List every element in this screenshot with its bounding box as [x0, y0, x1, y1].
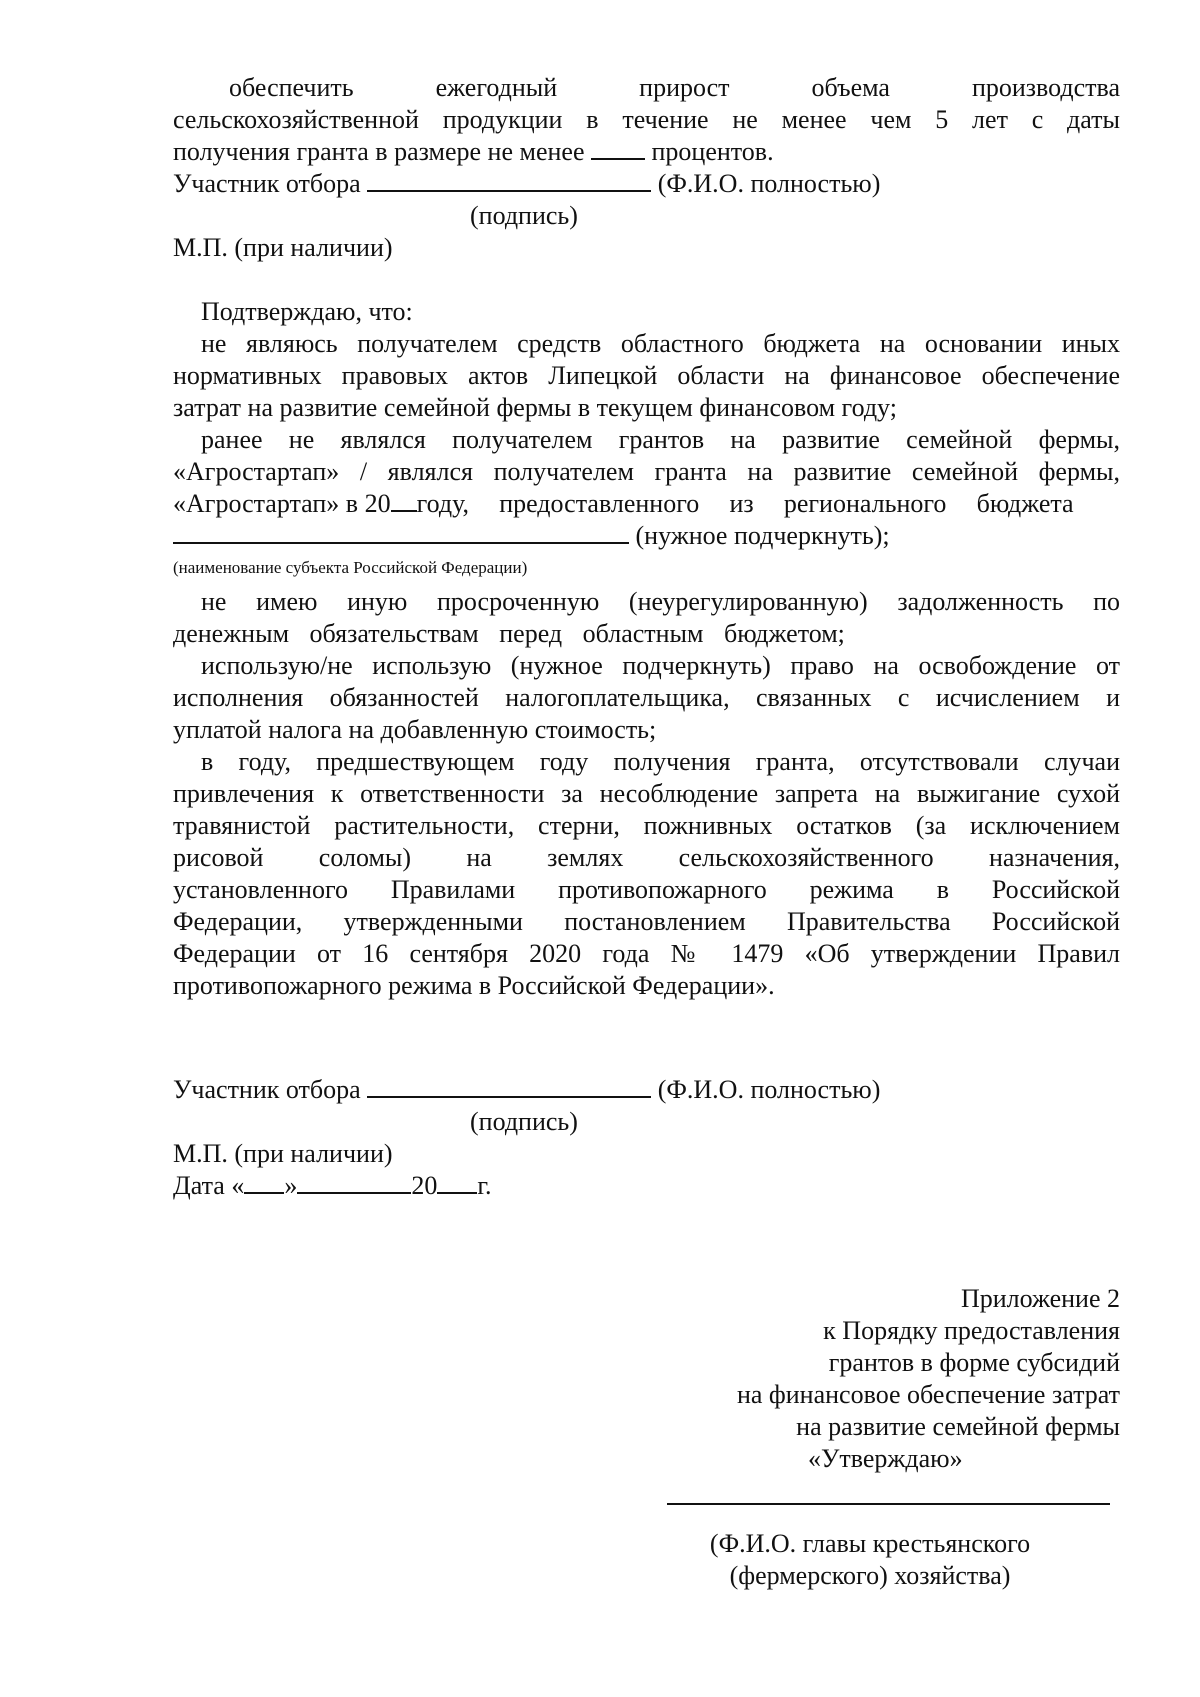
text-line: уплатой налога на добавленную стоимость;	[173, 715, 657, 744]
text-line: нормативных правовых актов Липецкой области на финансовое обеспечение	[173, 361, 1120, 390]
text-line: Федерации от 16 сентября 2020 года № 1479 «Об утверждении Правил	[173, 939, 1120, 968]
signature-blank[interactable]	[367, 1074, 651, 1098]
fio-label: (Ф.И.О. полностью)	[657, 1075, 881, 1104]
signature-caption: (подпись)	[470, 1107, 578, 1136]
signature-row	[173, 168, 1120, 200]
text-fragment: процентов.	[651, 137, 774, 166]
head-signature-line[interactable]	[667, 1503, 1110, 1505]
appendix-line: грантов в форме субсидий	[828, 1348, 1120, 1377]
region-blank[interactable]	[173, 520, 629, 544]
text-line	[173, 488, 1120, 520]
text-line	[173, 520, 1120, 552]
percent-blank[interactable]	[591, 136, 645, 160]
stamp-label: М.П. (при наличии)	[173, 1139, 393, 1168]
text-line: Федерации, утвержденными постановлением Правительства Российской	[173, 907, 1120, 936]
appendix-line: Приложение 2	[960, 1284, 1120, 1313]
text-fragment: (нужное подчеркнуть);	[635, 521, 890, 550]
appendix-line: к Порядку предоставления	[823, 1316, 1120, 1345]
appendix-line: на развитие семейной фермы	[796, 1412, 1120, 1441]
text-fragment: «Агростартап» в 20	[173, 489, 391, 518]
text-line: использую/не использую (нужное подчеркнуть) право на освобождение от	[201, 651, 1120, 680]
text-fragment: »	[284, 1171, 298, 1200]
year-blank[interactable]	[391, 488, 417, 512]
text-fragment: 20	[411, 1171, 438, 1200]
approve-label: «Утверждаю»	[808, 1444, 963, 1473]
head-caption: (Ф.И.О. главы крестьянского	[709, 1529, 1031, 1558]
text-fragment: не имею иную просроченную (неурегулированную) задолженность по	[201, 587, 1120, 616]
text-fragment: Дата «	[173, 1171, 245, 1200]
signature-row	[173, 1074, 1120, 1106]
text-line: привлечения к ответственности за несоблюдение запрета на выжигание сухой	[173, 779, 1120, 808]
text-line	[173, 136, 1120, 168]
text-line: не являюсь получателем средств областного бюджета на основании иных	[201, 329, 1120, 358]
text-line: установленного Правилами противопожарного режима в Российской	[173, 875, 1120, 904]
head-caption: (фермерского) хозяйства)	[729, 1561, 1011, 1590]
blank-caption: (наименование субъекта Российской Федерации)	[173, 558, 528, 577]
date-row	[173, 1170, 1120, 1202]
text-line: сельскохозяйственной продукции в течение не менее чем 5 лет с даты	[173, 105, 1120, 134]
text-line: затрат на развитие семейной фермы в текущем финансовом году;	[173, 393, 897, 422]
stamp-label: М.П. (при наличии)	[173, 233, 393, 262]
text-fragment: году, предоставленного из регионального бюджета	[416, 489, 1074, 518]
text-line: исполнения обязанностей налогоплательщика, связанных с исчислением и	[173, 683, 1120, 712]
text-line: денежным обязательствам перед областным бюджетом;	[173, 619, 845, 648]
year-blank[interactable]	[437, 1170, 477, 1194]
participant-label: Участник отбора	[173, 1075, 361, 1104]
participant-label: Участник отбора	[173, 169, 361, 198]
signature-caption: (подпись)	[470, 201, 578, 230]
text-line: «Агростартап» / являлся получателем гранта на развитие семейной фермы,	[173, 457, 1120, 486]
fio-label: (Ф.И.О. полностью)	[657, 169, 881, 198]
text-line: в году, предшествующем году получения гранта, отсутствовали случаи	[201, 747, 1120, 776]
month-blank[interactable]	[297, 1170, 411, 1194]
signature-blank[interactable]	[367, 168, 651, 192]
appendix-line: на финансовое обеспечение затрат	[736, 1380, 1120, 1409]
confirm-heading: Подтверждаю, что:	[201, 297, 413, 326]
text-line: рисовой соломы) на землях сельскохозяйственного назначения,	[173, 843, 1120, 872]
day-blank[interactable]	[244, 1170, 284, 1194]
text-line: противопожарного режима в Российской Федерации».	[173, 971, 775, 1000]
text-line	[201, 586, 1120, 618]
text-line: ранее не являлся получателем грантов на развитие семейной фермы,	[201, 425, 1120, 454]
text-line: травянистой растительности, стерни, пожнивных остатков (за исключением	[173, 811, 1120, 840]
text-fragment: получения гранта в размере не менее	[173, 137, 585, 166]
text-line: обеспечить ежегодный прирост объема производства	[229, 73, 1120, 102]
text-fragment: г.	[477, 1171, 492, 1200]
